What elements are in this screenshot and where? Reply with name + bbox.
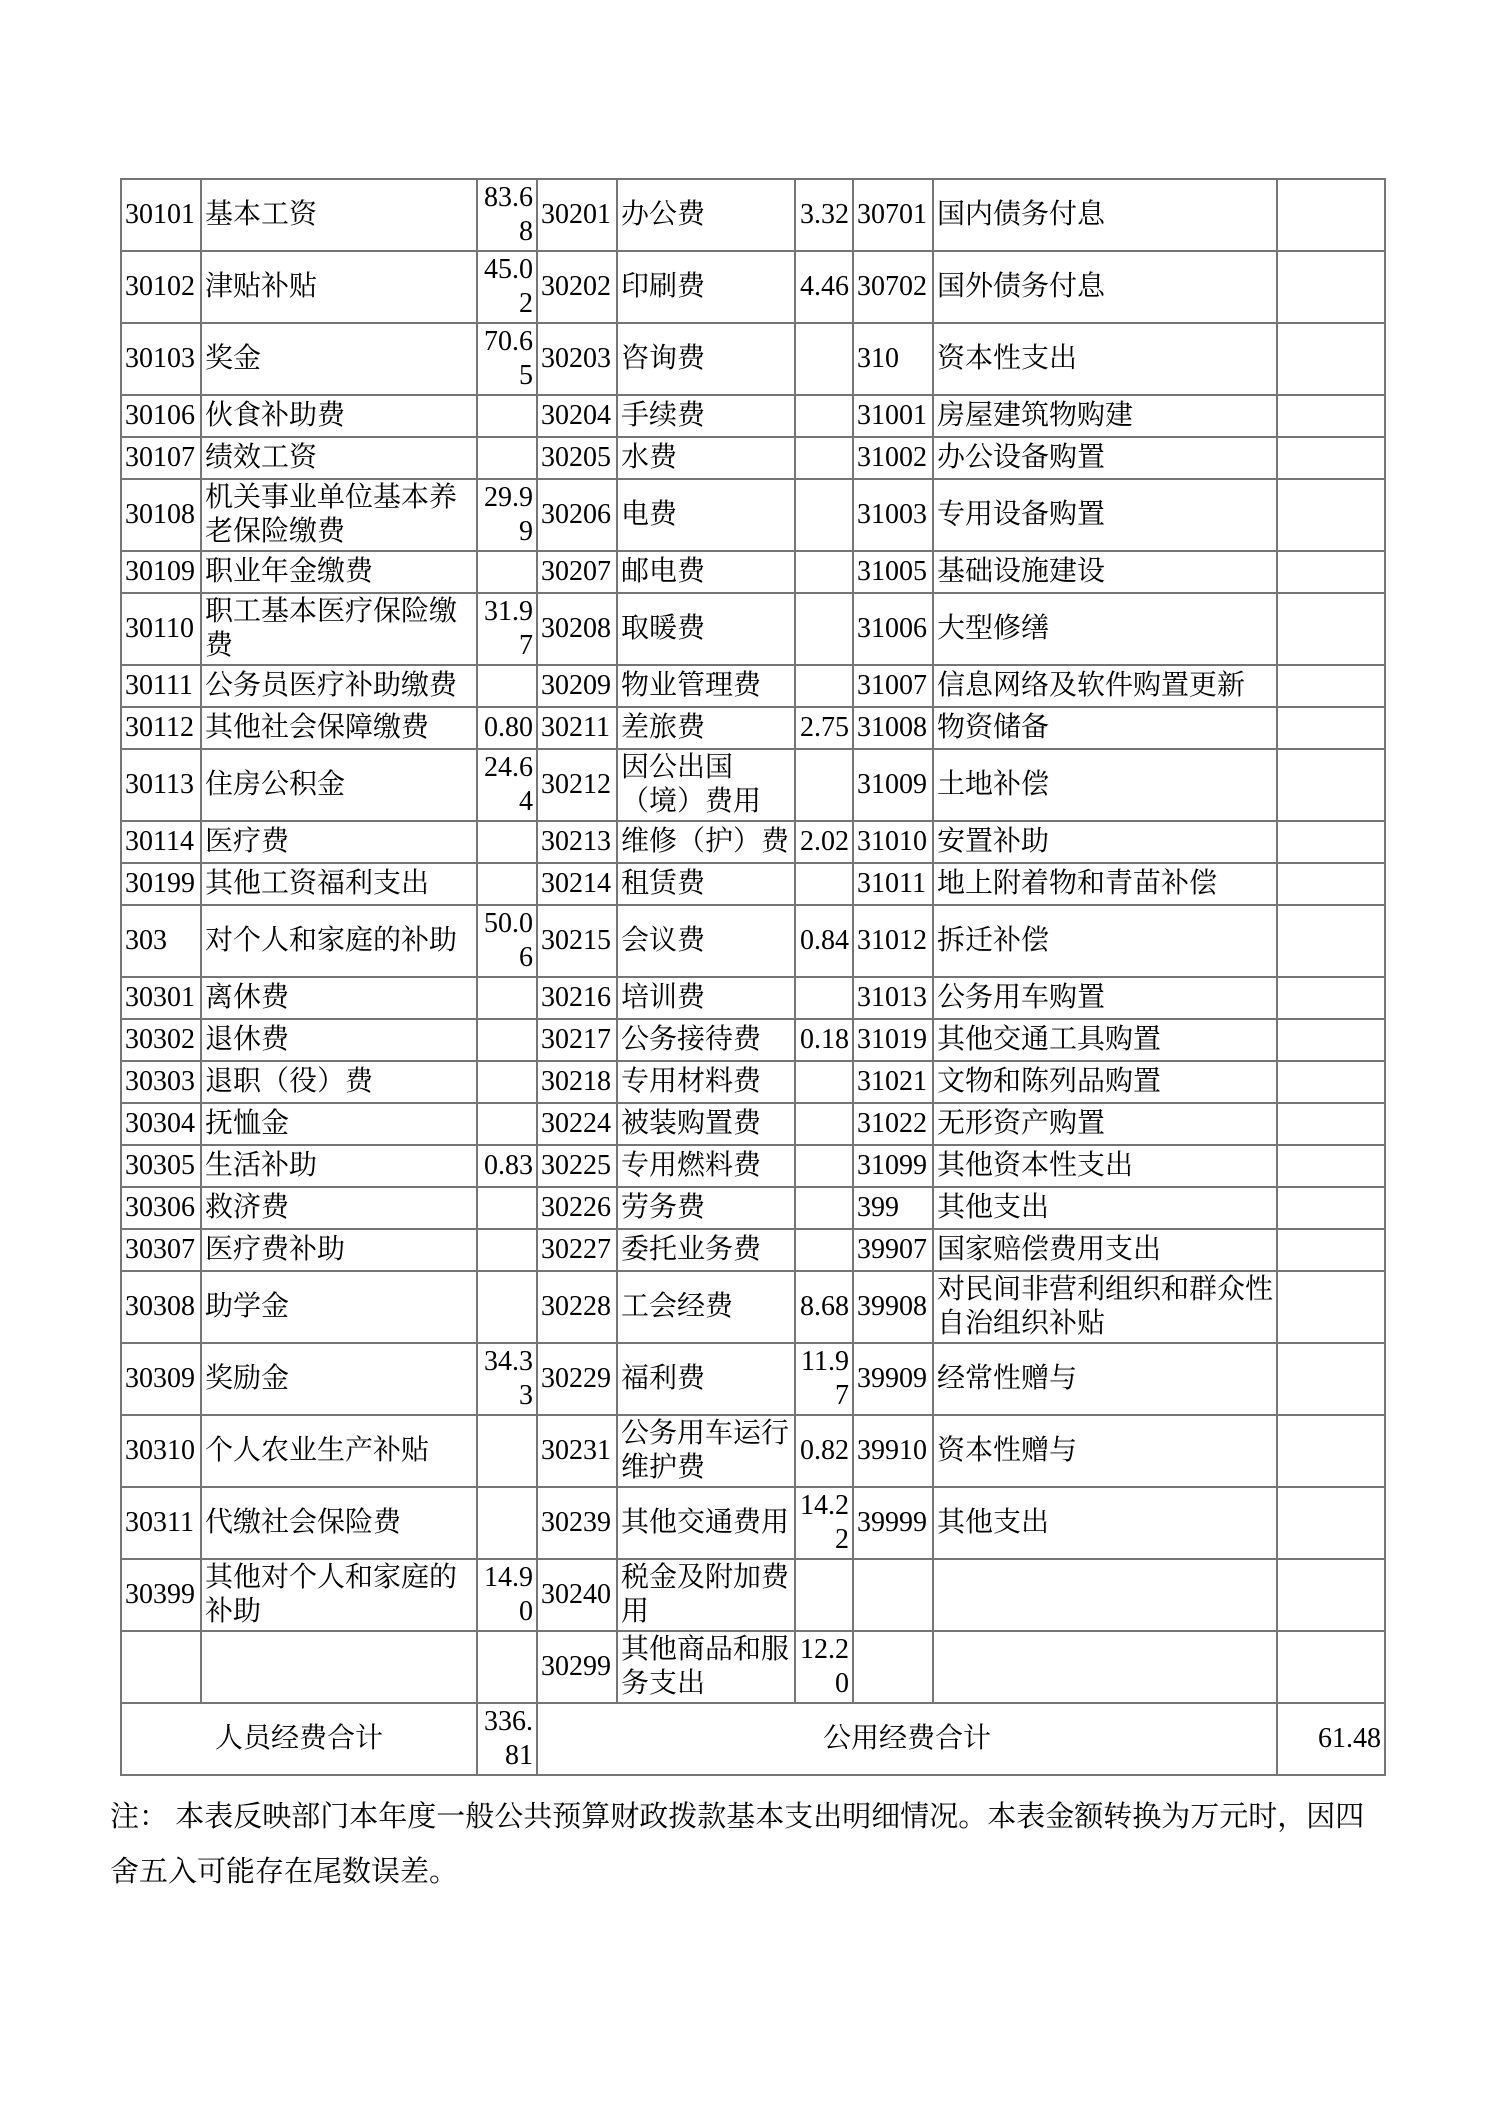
public-total-amount: 61.48 [1277,1703,1385,1775]
code-cell: 31009 [853,749,933,821]
amount-cell: 3.32 [795,179,853,251]
amount-cell [795,1559,853,1631]
code-cell: 31005 [853,551,933,593]
code-cell: 31022 [853,1103,933,1145]
amount-cell: 14.22 [795,1487,853,1559]
amount-cell [1277,1187,1385,1229]
name-cell: 职业年金缴费 [201,551,477,593]
name-cell: 离休费 [201,977,477,1019]
name-cell: 退职（役）费 [201,1061,477,1103]
code-cell: 30229 [537,1343,617,1415]
amount-cell [477,551,537,593]
amount-cell [477,1061,537,1103]
amount-cell [1277,665,1385,707]
amount-cell [1277,905,1385,977]
amount-cell [477,1487,537,1559]
amount-cell [1277,1271,1385,1343]
code-cell: 30204 [537,395,617,437]
name-cell: 国外债务付息 [933,251,1277,323]
amount-cell [1277,593,1385,665]
name-cell: 绩效工资 [201,437,477,479]
table-row [121,1145,1385,1187]
table-row [121,749,1385,821]
name-cell: 机关事业单位基本养老保险缴费 [201,479,477,551]
code-cell [121,1631,201,1703]
amount-cell [795,665,853,707]
table-row [121,1061,1385,1103]
name-cell: 房屋建筑物购建 [933,395,1277,437]
amount-cell [477,1103,537,1145]
code-cell: 30304 [121,1103,201,1145]
code-cell: 30310 [121,1415,201,1487]
name-cell: 代缴社会保险费 [201,1487,477,1559]
code-cell: 30231 [537,1415,617,1487]
code-cell: 30208 [537,593,617,665]
amount-cell [477,1415,537,1487]
name-cell: 办公设备购置 [933,437,1277,479]
code-cell: 31013 [853,977,933,1019]
name-cell: 其他社会保障缴费 [201,707,477,749]
code-cell: 30239 [537,1487,617,1559]
code-cell: 30102 [121,251,201,323]
amount-cell [795,479,853,551]
amount-cell [1277,1343,1385,1415]
name-cell: 咨询费 [617,323,795,395]
amount-cell: 0.83 [477,1145,537,1187]
code-cell: 30399 [121,1559,201,1631]
amount-cell [1277,551,1385,593]
amount-cell [477,977,537,1019]
name-cell: 救济费 [201,1187,477,1229]
amount-cell: 12.20 [795,1631,853,1703]
name-cell: 对个人和家庭的补助 [201,905,477,977]
code-cell: 30311 [121,1487,201,1559]
summary-row [121,1703,1385,1775]
amount-cell [1277,821,1385,863]
code-cell: 30218 [537,1061,617,1103]
name-cell: 物资储备 [933,707,1277,749]
code-cell: 30305 [121,1145,201,1187]
name-cell: 水费 [617,437,795,479]
amount-cell: 70.65 [477,323,537,395]
name-cell: 培训费 [617,977,795,1019]
table-row [121,251,1385,323]
amount-cell [477,1019,537,1061]
amount-cell: 11.97 [795,1343,853,1415]
amount-cell [477,437,537,479]
code-cell: 30302 [121,1019,201,1061]
amount-cell [477,1631,537,1703]
code-cell: 30299 [537,1631,617,1703]
table-row [121,179,1385,251]
code-cell: 30217 [537,1019,617,1061]
amount-cell [1277,1487,1385,1559]
amount-cell [477,395,537,437]
amount-cell [1277,395,1385,437]
table-row [121,863,1385,905]
amount-cell [1277,863,1385,905]
code-cell: 30301 [121,977,201,1019]
code-cell: 39909 [853,1343,933,1415]
code-cell: 310 [853,323,933,395]
name-cell: 国内债务付息 [933,179,1277,251]
amount-cell: 83.68 [477,179,537,251]
amount-cell [477,665,537,707]
name-cell: 其他对个人和家庭的补助 [201,1559,477,1631]
name-cell: 公务接待费 [617,1019,795,1061]
amount-cell [1277,437,1385,479]
amount-cell: 50.06 [477,905,537,977]
amount-cell: 0.80 [477,707,537,749]
code-cell: 39999 [853,1487,933,1559]
code-cell: 30211 [537,707,617,749]
code-cell: 30207 [537,551,617,593]
amount-cell [795,749,853,821]
name-cell: 办公费 [617,179,795,251]
table-row [121,1343,1385,1415]
table-row [121,551,1385,593]
name-cell: 委托业务费 [617,1229,795,1271]
table-row [121,1019,1385,1061]
code-cell: 31008 [853,707,933,749]
code-cell: 30307 [121,1229,201,1271]
amount-cell [795,1229,853,1271]
public-total-label: 公用经费合计 [537,1703,1277,1775]
code-cell: 30101 [121,179,201,251]
name-cell [933,1631,1277,1703]
amount-cell [477,1187,537,1229]
name-cell: 公务用车运行维护费 [617,1415,795,1487]
amount-cell [1277,749,1385,821]
name-cell: 专用设备购置 [933,479,1277,551]
amount-cell [795,395,853,437]
code-cell: 30203 [537,323,617,395]
name-cell: 医疗费补助 [201,1229,477,1271]
table-row [121,1187,1385,1229]
code-cell: 39907 [853,1229,933,1271]
code-cell: 31011 [853,863,933,905]
table-row [121,665,1385,707]
table-row [121,1631,1385,1703]
amount-cell: 31.97 [477,593,537,665]
amount-cell [477,821,537,863]
amount-cell [1277,1229,1385,1271]
name-cell: 物业管理费 [617,665,795,707]
amount-cell: 24.64 [477,749,537,821]
table-row [121,1229,1385,1271]
amount-cell [1277,707,1385,749]
table-row [121,905,1385,977]
table-row [121,707,1385,749]
code-cell: 30109 [121,551,201,593]
name-cell: 工会经费 [617,1271,795,1343]
name-cell: 邮电费 [617,551,795,593]
name-cell: 取暖费 [617,593,795,665]
name-cell: 经常性赠与 [933,1343,1277,1415]
table-row [121,1103,1385,1145]
name-cell: 助学金 [201,1271,477,1343]
name-cell: 信息网络及软件购置更新 [933,665,1277,707]
amount-cell: 45.02 [477,251,537,323]
name-cell: 职工基本医疗保险缴费 [201,593,477,665]
table-row [121,323,1385,395]
code-cell: 31006 [853,593,933,665]
amount-cell: 2.02 [795,821,853,863]
code-cell: 30106 [121,395,201,437]
name-cell: 其他交通费用 [617,1487,795,1559]
name-cell: 福利费 [617,1343,795,1415]
code-cell: 31019 [853,1019,933,1061]
code-cell: 30112 [121,707,201,749]
code-cell: 31001 [853,395,933,437]
name-cell: 公务员医疗补助缴费 [201,665,477,707]
amount-cell [795,551,853,593]
amount-cell [1277,1415,1385,1487]
name-cell: 安置补助 [933,821,1277,863]
code-cell: 30226 [537,1187,617,1229]
code-cell [853,1631,933,1703]
code-cell: 30108 [121,479,201,551]
code-cell: 30110 [121,593,201,665]
code-cell: 30212 [537,749,617,821]
name-cell: 基本工资 [201,179,477,251]
code-cell: 39908 [853,1271,933,1343]
name-cell: 奖金 [201,323,477,395]
code-cell [853,1559,933,1631]
name-cell: 资本性赠与 [933,1415,1277,1487]
name-cell: 其他交通工具购置 [933,1019,1277,1061]
code-cell: 31012 [853,905,933,977]
amount-cell: 4.46 [795,251,853,323]
code-cell: 30206 [537,479,617,551]
name-cell: 公务用车购置 [933,977,1277,1019]
amount-cell: 0.82 [795,1415,853,1487]
amount-cell [795,1145,853,1187]
code-cell: 30107 [121,437,201,479]
code-cell: 30308 [121,1271,201,1343]
amount-cell [795,437,853,479]
code-cell: 30240 [537,1559,617,1631]
code-cell: 30199 [121,863,201,905]
name-cell: 伙食补助费 [201,395,477,437]
name-cell: 专用材料费 [617,1061,795,1103]
code-cell: 30111 [121,665,201,707]
name-cell: 医疗费 [201,821,477,863]
code-cell: 30213 [537,821,617,863]
amount-cell [1277,1631,1385,1703]
table-row [121,593,1385,665]
amount-cell: 29.99 [477,479,537,551]
name-cell: 其他工资福利支出 [201,863,477,905]
table-row [121,1559,1385,1631]
code-cell: 30209 [537,665,617,707]
table-row [121,437,1385,479]
amount-cell [795,1061,853,1103]
amount-cell [795,977,853,1019]
amount-cell [1277,977,1385,1019]
amount-cell: 2.75 [795,707,853,749]
table-row [121,1415,1385,1487]
table-row [121,1487,1385,1559]
name-cell: 住房公积金 [201,749,477,821]
code-cell: 30214 [537,863,617,905]
amount-cell [795,1187,853,1229]
personnel-total-label: 人员经费合计 [121,1703,477,1775]
code-cell: 30113 [121,749,201,821]
table-row [121,1271,1385,1343]
table-note: 注： 本表反映部门本年度一般公共预算财政拨款基本支出明细情况。本表金额转换为万元时，因四舍五入可能存在尾数误差。 [110,1801,1365,1888]
code-cell: 30114 [121,821,201,863]
personnel-total-amount: 336.81 [477,1703,537,1775]
code-cell: 30309 [121,1343,201,1415]
code-cell: 31099 [853,1145,933,1187]
name-cell: 退休费 [201,1019,477,1061]
name-cell: 被装购置费 [617,1103,795,1145]
name-cell: 生活补助 [201,1145,477,1187]
code-cell: 30306 [121,1187,201,1229]
name-cell: 抚恤金 [201,1103,477,1145]
amount-cell [1277,1019,1385,1061]
amount-cell: 34.33 [477,1343,537,1415]
name-cell: 手续费 [617,395,795,437]
name-cell: 个人农业生产补贴 [201,1415,477,1487]
name-cell: 差旅费 [617,707,795,749]
code-cell: 30224 [537,1103,617,1145]
amount-cell [795,863,853,905]
code-cell: 30215 [537,905,617,977]
name-cell: 地上附着物和青苗补偿 [933,863,1277,905]
code-cell: 30227 [537,1229,617,1271]
name-cell: 其他支出 [933,1487,1277,1559]
code-cell: 31021 [853,1061,933,1103]
name-cell: 会议费 [617,905,795,977]
code-cell: 30228 [537,1271,617,1343]
code-cell: 39910 [853,1415,933,1487]
name-cell: 专用燃料费 [617,1145,795,1187]
name-cell: 其他资本性支出 [933,1145,1277,1187]
name-cell: 电费 [617,479,795,551]
code-cell: 30702 [853,251,933,323]
code-cell: 31002 [853,437,933,479]
name-cell: 其他支出 [933,1187,1277,1229]
name-cell: 文物和陈列品购置 [933,1061,1277,1103]
amount-cell [1277,479,1385,551]
amount-cell [1277,323,1385,395]
name-cell: 土地补偿 [933,749,1277,821]
table-row [121,395,1385,437]
name-cell: 国家赔偿费用支出 [933,1229,1277,1271]
amount-cell: 0.18 [795,1019,853,1061]
amount-cell [477,1271,537,1343]
name-cell: 印刷费 [617,251,795,323]
amount-cell [1277,1103,1385,1145]
amount-cell: 8.68 [795,1271,853,1343]
table-row [121,977,1385,1019]
amount-cell [1277,1145,1385,1187]
code-cell: 31003 [853,479,933,551]
code-cell: 399 [853,1187,933,1229]
name-cell: 劳务费 [617,1187,795,1229]
amount-cell [795,593,853,665]
name-cell: 拆迁补偿 [933,905,1277,977]
name-cell [201,1631,477,1703]
basic-expenditure-detail-table [120,178,1386,1776]
amount-cell: 0.84 [795,905,853,977]
amount-cell [795,1103,853,1145]
amount-cell [1277,179,1385,251]
name-cell: 租赁费 [617,863,795,905]
table-row [121,479,1385,551]
code-cell: 30205 [537,437,617,479]
code-cell: 303 [121,905,201,977]
name-cell: 资本性支出 [933,323,1277,395]
code-cell: 30201 [537,179,617,251]
name-cell: 津贴补贴 [201,251,477,323]
name-cell: 大型修缮 [933,593,1277,665]
name-cell: 奖励金 [201,1343,477,1415]
code-cell: 30303 [121,1061,201,1103]
code-cell: 30701 [853,179,933,251]
code-cell: 30202 [537,251,617,323]
code-cell: 30103 [121,323,201,395]
amount-cell [1277,1559,1385,1631]
table-row [121,821,1385,863]
name-cell: 因公出国（境）费用 [617,749,795,821]
amount-cell [477,1229,537,1271]
amount-cell [1277,1061,1385,1103]
name-cell: 基础设施建设 [933,551,1277,593]
code-cell: 30216 [537,977,617,1019]
amount-cell [477,863,537,905]
amount-cell [795,323,853,395]
name-cell: 维修（护）费 [617,821,795,863]
name-cell: 税金及附加费用 [617,1559,795,1631]
amount-cell: 14.90 [477,1559,537,1631]
name-cell: 无形资产购置 [933,1103,1277,1145]
code-cell: 31010 [853,821,933,863]
name-cell [933,1559,1277,1631]
name-cell: 对民间非营利组织和群众性自治组织补贴 [933,1271,1277,1343]
name-cell: 其他商品和服务支出 [617,1631,795,1703]
amount-cell [1277,251,1385,323]
code-cell: 30225 [537,1145,617,1187]
code-cell: 31007 [853,665,933,707]
